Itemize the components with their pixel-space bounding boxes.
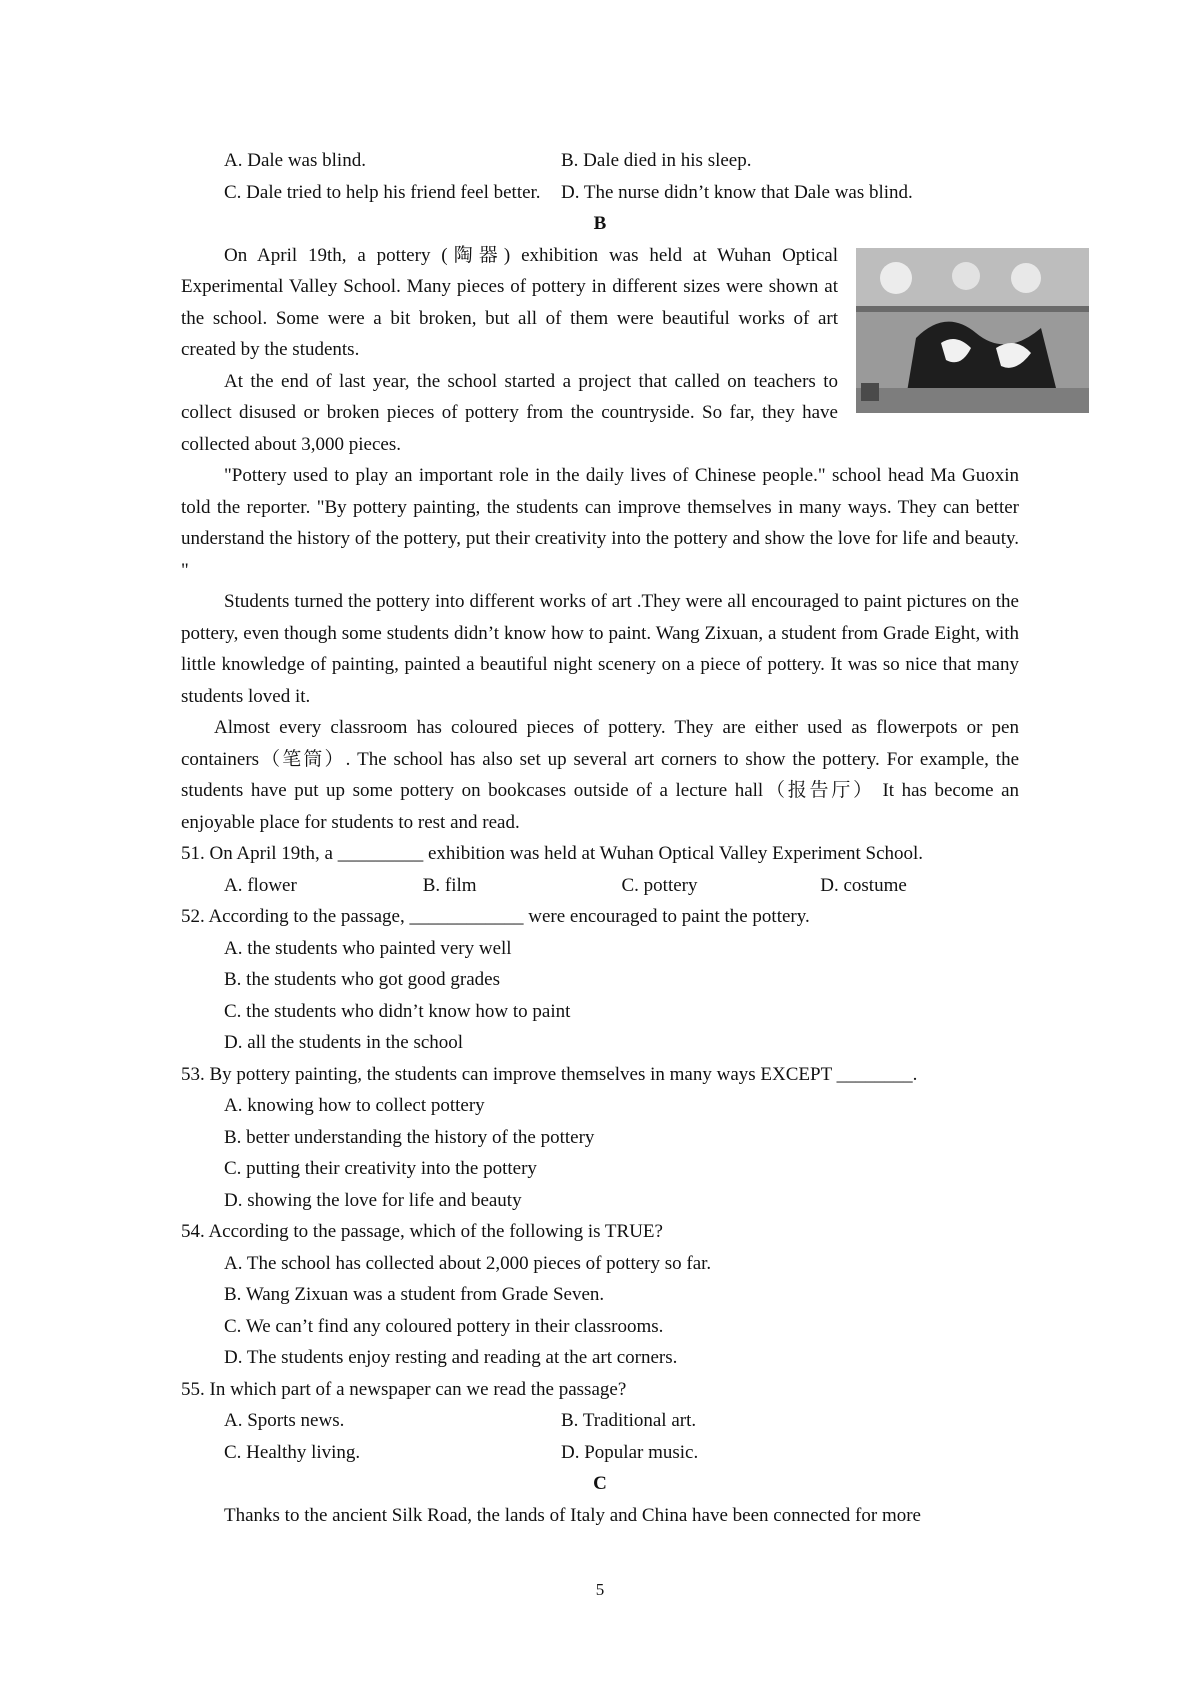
q51-option-c: C. pottery (621, 874, 698, 896)
paragraph-3: "Pottery used to play an important role in the daily lives of Chinese people." school head Ma Guoxin told the reporter. "By pottery painting, the students can improve themselves in many ways. They can better understand the history of the pottery, put their creativity into the pottery and show the love for life and beauty. " (181, 465, 1019, 581)
paragraph-4: Students turned the pottery into different works of art .They were all encouraged to paint pictures on the pottery, even though some students didn’t know how to paint. Wang Zixuan, a student from Grade Eight, with little knowledge of painting, painted a beautiful night scenery on a piece of pottery. It was so nice that many students loved it. (181, 591, 1019, 707)
q55-option-b: B. Traditional art. (561, 1410, 697, 1431)
section-c-first-line: Thanks to the ancient Silk Road, the lands of Italy and China have been connected for more (224, 1504, 921, 1526)
option-b: B. Dale died in his sleep. (561, 150, 752, 171)
q55-options-row-1 (181, 1405, 1019, 1437)
q54-option-c: C. We can’t find any coloured pottery in their classrooms. (224, 1315, 664, 1337)
option-a: A. Dale was blind. (224, 150, 366, 171)
question-51-stem: 51. On April 19th, a _________ exhibition was held at Wuhan Optical Valley Experiment School. (181, 843, 924, 864)
q55-option-a: A. Sports news. (224, 1410, 345, 1431)
q51-option-a: A. flower (224, 874, 297, 896)
q53-option-c: C. putting their creativity into the pottery (224, 1158, 537, 1179)
page-number: 5 (595, 1580, 605, 1599)
question-55-stem: 55. In which part of a newspaper can we read the passage? (181, 1378, 627, 1400)
q53-option-a: A. knowing how to collect pottery (224, 1095, 485, 1116)
question-53-stem: 53. By pottery painting, the students can improve themselves in many ways EXCEPT ________. (181, 1063, 918, 1085)
prev-options-row-2 (181, 177, 1019, 209)
question-51-options (181, 870, 1019, 902)
q52-option-b: B. the students who got good grades (224, 969, 501, 990)
q54-option-d: D. The students enjoy resting and reading at the art corners. (224, 1347, 678, 1368)
option-c: C. Dale tried to help his friend feel better. (224, 181, 541, 203)
section-c-heading: C (593, 1473, 607, 1494)
q52-option-a: A. the students who painted very well (224, 937, 512, 959)
q55-options-row-2 (181, 1437, 1019, 1469)
q51-option-b: B. film (422, 874, 477, 896)
q53-option-d: D. showing the love for life and beauty (224, 1189, 522, 1211)
exam-page (181, 145, 1019, 1531)
q55-option-d: D. Popular music. (561, 1441, 699, 1463)
q54-option-a: A. The school has collected about 2,000 pieces of pottery so far. (224, 1252, 712, 1274)
q52-option-c: C. the students who didn’t know how to paint (224, 1000, 571, 1022)
option-d: D. The nurse didn’t know that Dale was blind. (561, 181, 913, 203)
section-b-heading: B (593, 213, 607, 234)
q55-option-c: C. Healthy living. (224, 1441, 361, 1463)
prev-options-row-1 (181, 145, 1019, 177)
paragraph-1: On April 19th, a pottery (陶器) exhibition was held at Wuhan Optical Experimental Valley School. Many pieces of pottery in different sizes were shown at the school. Some were a bit broken, but all of them were beautiful works of art created by the students. (181, 244, 838, 360)
pottery-photo (856, 248, 1089, 413)
paragraph-2: At the end of last year, the school started a project that called on teachers to collect disused or broken pieces of pottery from the countryside. So far, they have collected about 3,000 pieces. (181, 370, 838, 455)
q51-option-d: D. costume (820, 874, 907, 896)
paragraph-5: Almost every classroom has coloured pieces of pottery. They are either used as flowerpots or pen containers（笔筒）. The school has also set up several art corners to show the pottery. For example, the students have put up some pottery on bookcases outside of a lecture hall（报告厅） It has become an enjoyable place for students to rest and read. (181, 717, 1019, 833)
section-b-passage (181, 240, 1019, 839)
question-52-stem: 52. According to the passage, ____________ were encouraged to paint the pottery. (181, 906, 810, 927)
question-54-stem: 54. According to the passage, which of the following is TRUE? (181, 1221, 663, 1242)
q53-option-b: B. better understanding the history of the pottery (224, 1126, 595, 1148)
q52-option-d: D. all the students in the school (224, 1032, 464, 1053)
q54-option-b: B. Wang Zixuan was a student from Grade Seven. (224, 1284, 605, 1305)
